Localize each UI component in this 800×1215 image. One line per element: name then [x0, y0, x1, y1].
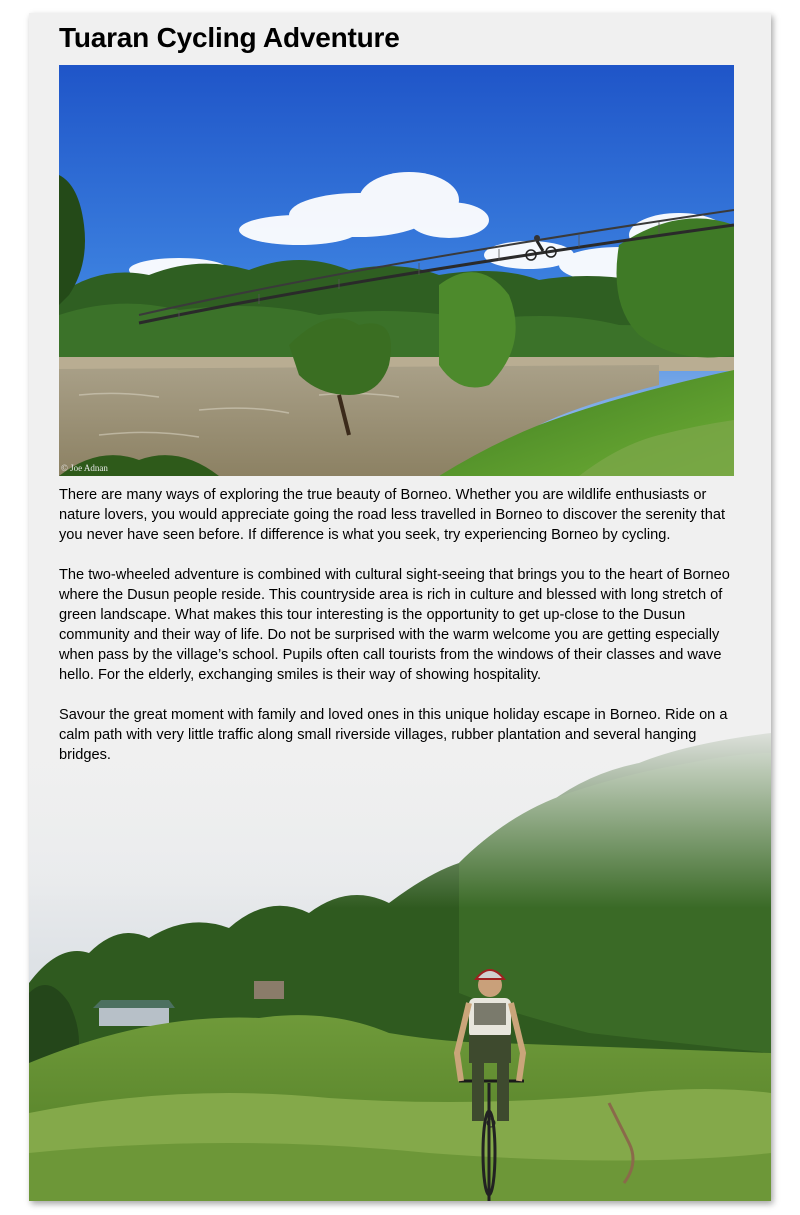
- hanging-bridge-photo: [59, 65, 734, 476]
- paragraph-escape: Savour the great moment with family and loved ones in this unique holiday escape in Borneo. Ride on a calm path with very little traffic along small riverside villages, rubber plantation and several hanging bridges.: [59, 707, 728, 763]
- article-body: [59, 485, 739, 785]
- article-card: [29, 13, 771, 1201]
- paragraph-intro: There are many ways of exploring the true beauty of Borneo. Whether you are wildlife enthusiasts or nature lovers, you would appreciate going the road less travelled in Borneo to discover the serenity that you never have seen before. If difference is what you seek, try experiencing Borneo by cycling.: [59, 487, 726, 543]
- paragraph-culture: The two-wheeled adventure is combined with cultural sight-seeing that brings you to the heart of Borneo where the Dusun people reside. This countryside area is rich in culture and blessed with long stretch of green landscape. What makes this tour interesting is the opportunity to get up-close to the Dusun community and their way of life. Do not be surprised with the warm welcome you are getting especially when pass by the village’s school. Pupils often call tourists from the windows of their classes and wave hello. For the elderly, exchanging smiles is their way of showing hospitality.: [59, 567, 730, 683]
- page-title: Tuaran Cycling Adventure: [59, 22, 400, 53]
- mountain-biker-photo: [29, 713, 771, 1201]
- photo-credit: © Joe Adnan: [61, 463, 108, 473]
